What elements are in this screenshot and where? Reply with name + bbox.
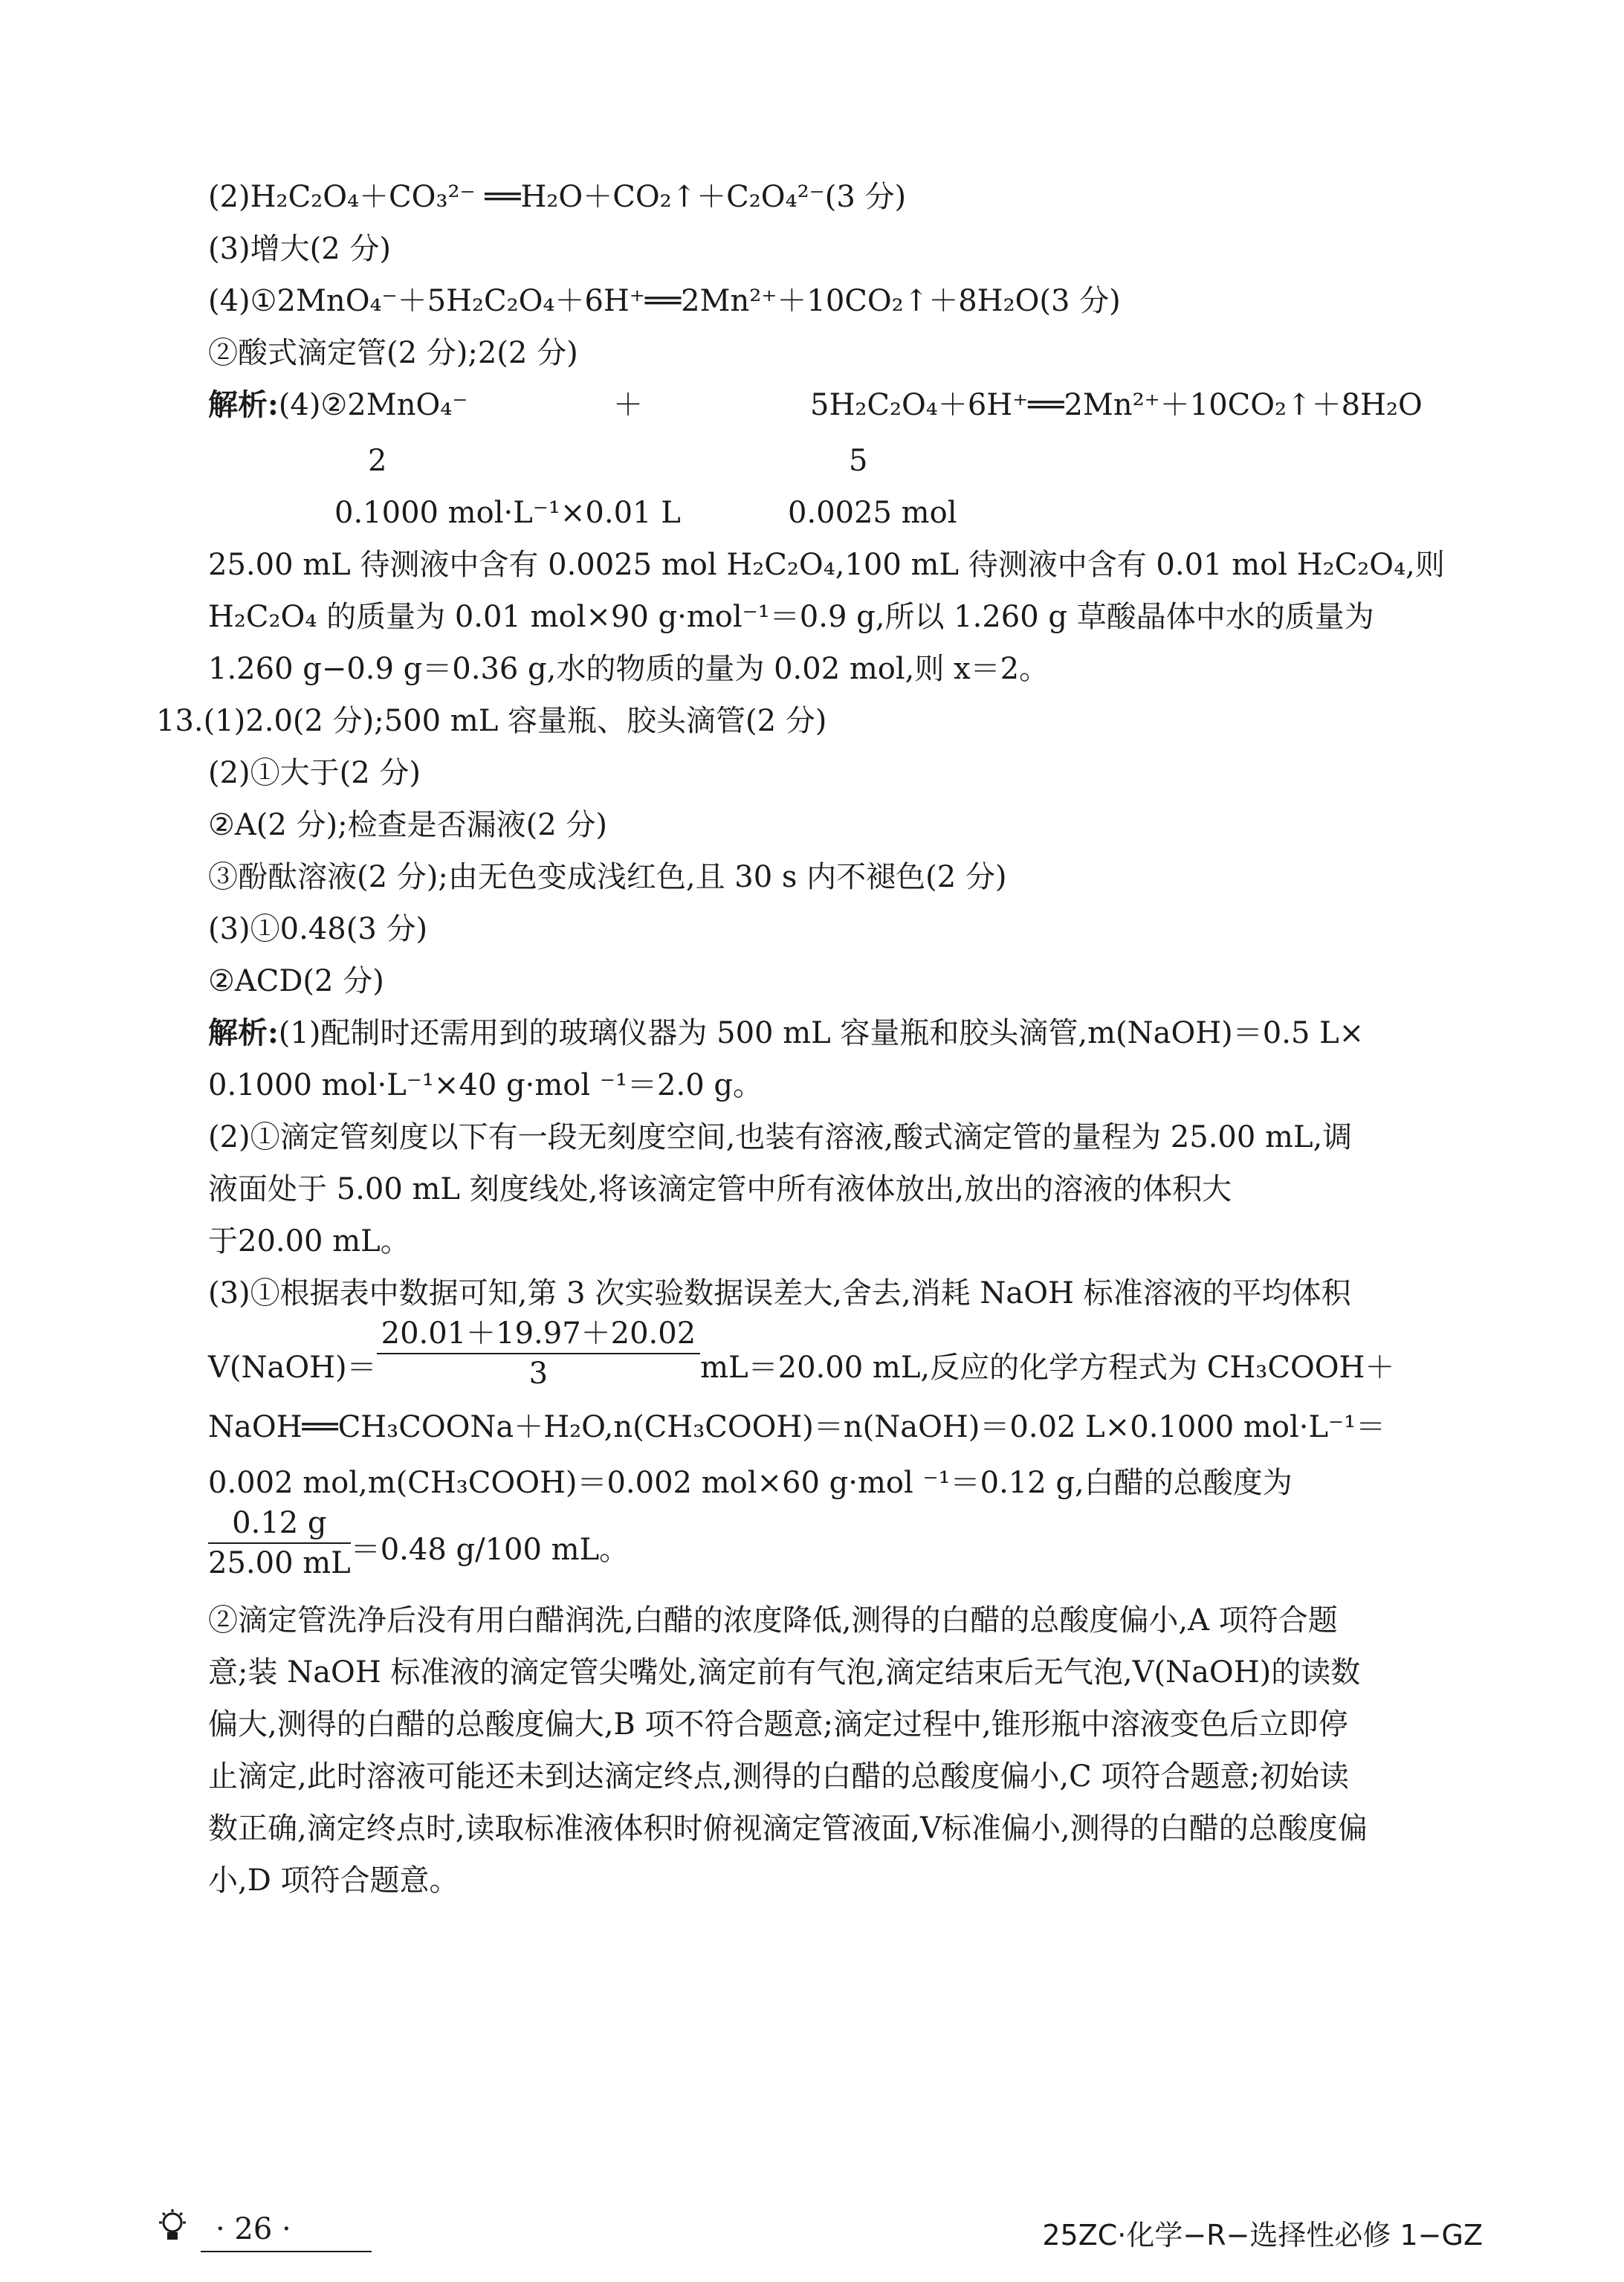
question-13-line-3: ②A(2 分);检查是否漏液(2 分) xyxy=(208,808,607,842)
analysis-13-line-13: 偏大,测得的白醋的总酸度偏大,B 项不符合题意;滴定过程中,锥形瓶中溶液变色后立即停 xyxy=(208,1707,1348,1742)
acidity-fraction: $\frac{0.12 g}{25.00 mL}$ xyxy=(208,1506,351,1580)
answer-line-2: (2)H₂C₂O₄＋CO₃²⁻ ══H₂O＋CO₂↑＋C₂O₄²⁻(3 分) xyxy=(208,180,907,214)
answer-line-4-1: (4)①2MnO₄⁻＋5H₂C₂O₄＋6H⁺══2Mn²⁺＋10CO₂↑＋8H₂O(3 分) xyxy=(208,284,1121,318)
question-13-line-6: ②ACD(2 分) xyxy=(208,964,384,998)
analysis-13-line-4: 液面处于 5.00 mL 刻度线处,将该滴定管中所有液体放出,放出的溶液的体积大 xyxy=(208,1172,1232,1206)
analysis-13-line-11: ②滴定管洗净后没有用白醋润洗,白醋的浓度降低,测得的白醋的总酸度偏小,A 项符合题 xyxy=(208,1603,1338,1638)
question-13-line-5: (3)①0.48(3 分) xyxy=(208,912,428,946)
analysis-13-line-5: 于20.00 mL。 xyxy=(208,1224,410,1258)
analysis-13-line-6: (3)①根据表中数据可知,第 3 次实验数据误差大,舍去,消耗 NaOH 标准溶液的平均体积 xyxy=(208,1276,1351,1310)
analysis-text-3: 1.260 g−0.9 g＝0.36 g,水的物质的量为 0.02 mol,则 x＝2。 xyxy=(208,652,1049,686)
question-13-line-4: ③酚酞溶液(2 分);由无色变成浅红色,且 30 s 内不褪色(2 分) xyxy=(208,860,1007,894)
answer-line-3: (3)增大(2 分) xyxy=(208,232,392,266)
answer-line-4-2: ②酸式滴定管(2 分);2(2 分) xyxy=(208,336,578,370)
analysis-label: 解析: xyxy=(208,1015,279,1050)
volume-fraction-line: V(NaOH)＝ $\frac{20.01+19.97+20.02}{3}$ mL＝20.00 mL,反应的化学方程式为 CH₃COOH＋ xyxy=(208,1316,1395,1391)
equation-part-b: 5H₂C₂O₄＋6H⁺══2Mn²⁺＋10CO₂↑＋8H₂O xyxy=(810,388,1423,422)
analysis-13-line-9: 0.002 mol,m(CH₃COOH)＝0.002 mol×60 g·mol ⁻¹＝0.12 g,白醋的总酸度为 xyxy=(208,1466,1293,1500)
equation-part-a: (4)②2MnO₄⁻ xyxy=(278,388,468,422)
analysis-13-line-12: 意;装 NaOH 标准液的滴定管尖嘴处,滴定前有气泡,滴定结束后无气泡,V(NaOH)的读数 xyxy=(208,1655,1361,1690)
analysis-equation-line xyxy=(208,387,468,422)
volume-fraction: $\frac{20.01+19.97+20.02}{3}$ xyxy=(377,1319,701,1389)
page-number: · 26 · xyxy=(216,2212,291,2246)
question-13-line-1: 13.(1)2.0(2 分);500 mL 容量瓶、胶头滴管(2 分) xyxy=(156,704,827,738)
analysis-13-line-16: 小,D 项符合题意。 xyxy=(208,1864,459,1898)
question-13-line-2: (2)①大于(2 分) xyxy=(208,756,421,790)
footer-code: 25ZC·化学−R−选择性必修 1−GZ xyxy=(1042,2219,1483,2252)
analysis-text-1: 25.00 mL 待测液中含有 0.0025 mol H₂C₂O₄,100 mL 待测液中含有 0.01 mol H₂C₂O₄,则 xyxy=(208,548,1445,582)
analysis-13-line-3: (2)①滴定管刻度以下有一段无刻度空间,也装有溶液,酸式滴定管的量程为 25.00 mL,调 xyxy=(208,1120,1353,1154)
lightbulb-icon xyxy=(156,2208,189,2245)
analysis-13-line-2: 0.1000 mol·L⁻¹×40 g·mol ⁻¹＝2.0 g。 xyxy=(208,1068,763,1102)
analysis-label: 解析: xyxy=(208,387,279,422)
analysis-13-line-8: NaOH══CH₃COONa＋H₂O,n(CH₃COOH)＝n(NaOH)＝0.02 L×0.1000 mol·L⁻¹＝ xyxy=(208,1410,1386,1444)
analysis-13-line-15: 数正确,滴定终点时,读取标准液体积时俯视滴定管液面,V标准偏小,测得的白醋的总酸度偏 xyxy=(208,1811,1368,1846)
analysis-13-line-14: 止滴定,此时溶液可能还未到达滴定终点,测得的白醋的总酸度偏小,C 项符合题意;初始读 xyxy=(208,1759,1349,1794)
footer-rule xyxy=(201,2251,372,2252)
acidity-fraction-line: $\frac{0.12 g}{25.00 mL}$ ＝0.48 g/100 mL。 xyxy=(208,1506,630,1580)
coefficient-5: 5 xyxy=(849,444,868,478)
analysis-text-2: H₂C₂O₄ 的质量为 0.01 mol×90 g·mol⁻¹＝0.9 g,所以 1.260 g 草酸晶体中水的质量为 xyxy=(208,600,1374,634)
analysis-13-line-1: 解析:(1)配制时还需用到的玻璃仪器为 500 mL 容量瓶和胶头滴管,m(NaOH)＝0.5 L× xyxy=(208,1015,1365,1050)
amount-h2c2o4: 0.0025 mol xyxy=(788,496,957,530)
coefficient-2: 2 xyxy=(368,444,387,478)
equation-plus: ＋ xyxy=(613,388,643,422)
amount-mno4: 0.1000 mol·L⁻¹×0.01 L xyxy=(334,496,681,530)
